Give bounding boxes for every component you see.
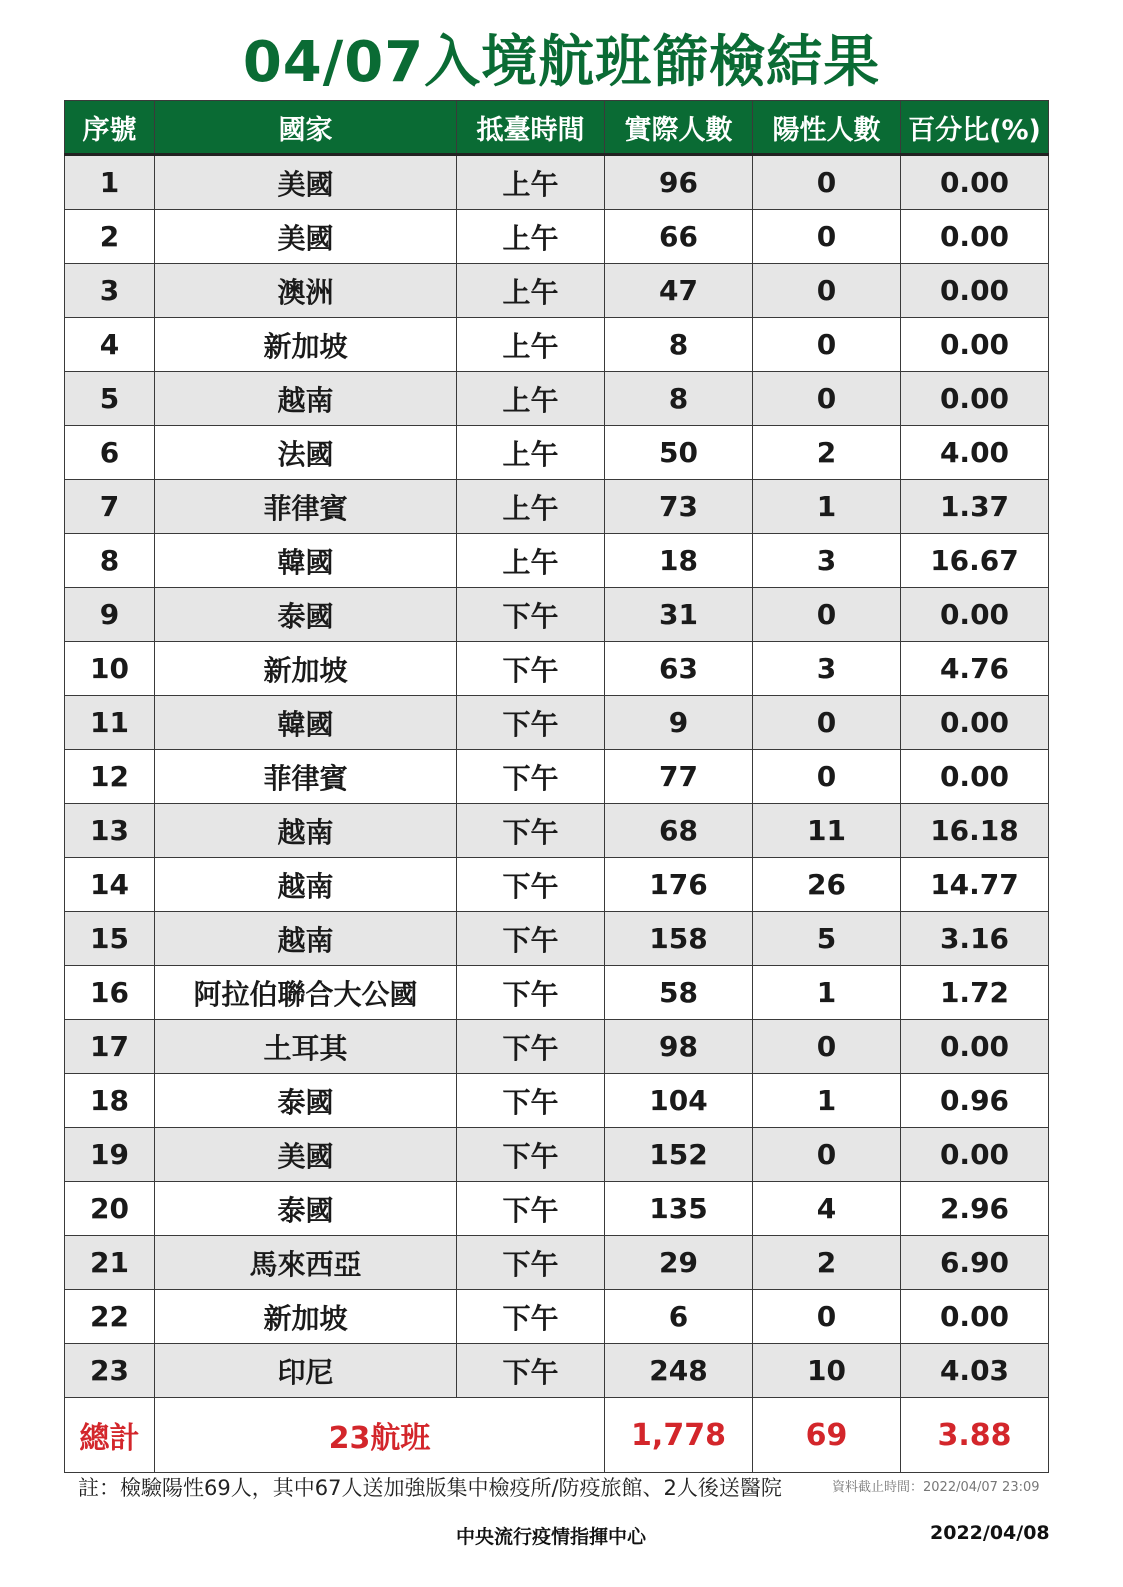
cell-actual-count: 6 (605, 1290, 753, 1344)
total-positive: 69 (753, 1398, 901, 1473)
cell-percent: 0.00 (901, 155, 1049, 210)
cell-actual-count: 248 (605, 1344, 753, 1398)
cell-positive-count: 2 (753, 426, 901, 480)
cell-country: 美國 (155, 210, 457, 264)
cell-country: 越南 (155, 912, 457, 966)
cell-arrival-time: 下午 (457, 1020, 605, 1074)
table-row (65, 480, 1049, 534)
cell-arrival-time: 上午 (457, 480, 605, 534)
cell-serial: 8 (65, 534, 155, 588)
cell-arrival-time: 下午 (457, 1128, 605, 1182)
table-row (65, 1290, 1049, 1344)
cell-positive-count: 0 (753, 1020, 901, 1074)
cell-percent: 4.03 (901, 1344, 1049, 1398)
cell-arrival-time: 上午 (457, 534, 605, 588)
cell-serial: 11 (65, 696, 155, 750)
cell-actual-count: 135 (605, 1182, 753, 1236)
cell-country: 澳洲 (155, 264, 457, 318)
cell-country: 馬來西亞 (155, 1236, 457, 1290)
cell-serial: 18 (65, 1074, 155, 1128)
header-actual-count: 實際人數 (605, 101, 753, 155)
header-serial: 序號 (65, 101, 155, 155)
cell-country: 新加坡 (155, 642, 457, 696)
cell-percent: 16.18 (901, 804, 1049, 858)
cell-actual-count: 47 (605, 264, 753, 318)
cell-percent: 2.96 (901, 1182, 1049, 1236)
cell-arrival-time: 下午 (457, 588, 605, 642)
table-row (65, 750, 1049, 804)
cell-serial: 14 (65, 858, 155, 912)
cell-country: 美國 (155, 1128, 457, 1182)
cell-arrival-time: 下午 (457, 1344, 605, 1398)
cell-country: 土耳其 (155, 1020, 457, 1074)
cell-positive-count: 0 (753, 318, 901, 372)
cell-actual-count: 58 (605, 966, 753, 1020)
cell-country: 新加坡 (155, 1290, 457, 1344)
cell-serial: 10 (65, 642, 155, 696)
cell-serial: 15 (65, 912, 155, 966)
cell-positive-count: 0 (753, 1290, 901, 1344)
cell-percent: 0.00 (901, 318, 1049, 372)
total-flights: 23航班 (155, 1398, 605, 1473)
header-positive-count: 陽性人數 (753, 101, 901, 155)
table-row (65, 155, 1049, 210)
cell-actual-count: 96 (605, 155, 753, 210)
cell-percent: 0.00 (901, 1128, 1049, 1182)
cell-percent: 6.90 (901, 1236, 1049, 1290)
cell-country: 泰國 (155, 1074, 457, 1128)
table-row (65, 588, 1049, 642)
footnote: 註：檢驗陽性69人，其中67人送加強版集中檢疫所/防疫旅館、2人後送醫院 (78, 1476, 782, 1500)
table-row (65, 966, 1049, 1020)
cell-actual-count: 73 (605, 480, 753, 534)
cell-country: 韓國 (155, 534, 457, 588)
cell-positive-count: 0 (753, 1128, 901, 1182)
cell-actual-count: 68 (605, 804, 753, 858)
cell-arrival-time: 上午 (457, 318, 605, 372)
table-row (65, 696, 1049, 750)
cell-country: 印尼 (155, 1344, 457, 1398)
table-row (65, 1344, 1049, 1398)
cell-arrival-time: 上午 (457, 426, 605, 480)
table-row (65, 912, 1049, 966)
cell-percent: 0.00 (901, 1020, 1049, 1074)
cell-arrival-time: 下午 (457, 1290, 605, 1344)
cell-actual-count: 18 (605, 534, 753, 588)
cell-positive-count: 0 (753, 750, 901, 804)
cell-arrival-time: 下午 (457, 912, 605, 966)
cell-serial: 16 (65, 966, 155, 1020)
cell-percent: 0.00 (901, 588, 1049, 642)
cell-actual-count: 8 (605, 318, 753, 372)
cell-actual-count: 77 (605, 750, 753, 804)
cell-serial: 22 (65, 1290, 155, 1344)
cell-actual-count: 29 (605, 1236, 753, 1290)
cell-serial: 7 (65, 480, 155, 534)
cell-percent: 4.76 (901, 642, 1049, 696)
page-title: 04/07入境航班篩檢結果 (242, 30, 881, 95)
cell-actual-count: 104 (605, 1074, 753, 1128)
cell-serial: 4 (65, 318, 155, 372)
cell-arrival-time: 下午 (457, 966, 605, 1020)
cell-country: 美國 (155, 155, 457, 210)
cell-percent: 0.00 (901, 750, 1049, 804)
cell-country: 韓國 (155, 696, 457, 750)
table-row (65, 804, 1049, 858)
cell-country: 菲律賓 (155, 480, 457, 534)
cell-positive-count: 3 (753, 534, 901, 588)
header-country: 國家 (155, 101, 457, 155)
cell-percent: 0.00 (901, 372, 1049, 426)
cell-actual-count: 31 (605, 588, 753, 642)
cell-country: 越南 (155, 804, 457, 858)
cell-country: 越南 (155, 372, 457, 426)
cell-positive-count: 1 (753, 480, 901, 534)
cell-positive-count: 1 (753, 966, 901, 1020)
cell-country: 阿拉伯聯合大公國 (155, 966, 457, 1020)
header-percent: 百分比(%) (901, 101, 1049, 155)
cell-serial: 13 (65, 804, 155, 858)
cell-serial: 2 (65, 210, 155, 264)
total-people: 1,778 (605, 1398, 753, 1473)
cell-serial: 6 (65, 426, 155, 480)
table-row (65, 1236, 1049, 1290)
table-row (65, 318, 1049, 372)
cell-percent: 1.37 (901, 480, 1049, 534)
cell-arrival-time: 下午 (457, 1074, 605, 1128)
cell-positive-count: 0 (753, 696, 901, 750)
cell-arrival-time: 下午 (457, 1236, 605, 1290)
table-row (65, 210, 1049, 264)
cell-arrival-time: 上午 (457, 264, 605, 318)
cell-actual-count: 63 (605, 642, 753, 696)
table-row (65, 1020, 1049, 1074)
table-row (65, 534, 1049, 588)
cell-positive-count: 0 (753, 264, 901, 318)
cell-percent: 3.16 (901, 912, 1049, 966)
table-row (65, 1128, 1049, 1182)
cell-serial: 9 (65, 588, 155, 642)
cell-positive-count: 0 (753, 588, 901, 642)
cell-country: 菲律賓 (155, 750, 457, 804)
cell-positive-count: 5 (753, 912, 901, 966)
cell-arrival-time: 下午 (457, 858, 605, 912)
cell-serial: 17 (65, 1020, 155, 1074)
cell-percent: 0.96 (901, 1074, 1049, 1128)
total-label: 總計 (65, 1398, 155, 1473)
cell-country: 泰國 (155, 1182, 457, 1236)
cell-percent: 0.00 (901, 264, 1049, 318)
cell-percent: 14.77 (901, 858, 1049, 912)
table-row (65, 1074, 1049, 1128)
cell-percent: 0.00 (901, 1290, 1049, 1344)
cell-serial: 21 (65, 1236, 155, 1290)
cell-serial: 1 (65, 155, 155, 210)
table-header-row (65, 101, 1049, 155)
header-arrival-time: 抵臺時間 (457, 101, 605, 155)
cell-positive-count: 2 (753, 1236, 901, 1290)
table-row (65, 1182, 1049, 1236)
cell-percent: 0.00 (901, 696, 1049, 750)
cell-positive-count: 0 (753, 210, 901, 264)
cell-actual-count: 152 (605, 1128, 753, 1182)
table-row (65, 372, 1049, 426)
cell-actual-count: 176 (605, 858, 753, 912)
cell-arrival-time: 下午 (457, 750, 605, 804)
cell-serial: 3 (65, 264, 155, 318)
cell-percent: 4.00 (901, 426, 1049, 480)
cell-arrival-time: 下午 (457, 696, 605, 750)
cell-percent: 0.00 (901, 210, 1049, 264)
cell-country: 越南 (155, 858, 457, 912)
cell-serial: 20 (65, 1182, 155, 1236)
table-row (65, 264, 1049, 318)
table-row (65, 426, 1049, 480)
data-cutoff-time: 資料截止時間：2022/04/07 23:09 (832, 1480, 1040, 1495)
cell-percent: 1.72 (901, 966, 1049, 1020)
footer-organization: 中央流行疫情指揮中心 (456, 1526, 647, 1548)
total-percent: 3.88 (901, 1398, 1049, 1473)
cell-positive-count: 0 (753, 155, 901, 210)
footer-date: 2022/04/08 (930, 1522, 1050, 1544)
cell-serial: 5 (65, 372, 155, 426)
cell-positive-count: 4 (753, 1182, 901, 1236)
cell-actual-count: 9 (605, 696, 753, 750)
cell-actual-count: 8 (605, 372, 753, 426)
cell-serial: 23 (65, 1344, 155, 1398)
cell-serial: 19 (65, 1128, 155, 1182)
cell-country: 新加坡 (155, 318, 457, 372)
cell-actual-count: 50 (605, 426, 753, 480)
total-row (65, 1398, 1049, 1473)
cell-arrival-time: 上午 (457, 155, 605, 210)
cell-arrival-time: 上午 (457, 210, 605, 264)
cell-country: 泰國 (155, 588, 457, 642)
cell-arrival-time: 下午 (457, 642, 605, 696)
cell-positive-count: 1 (753, 1074, 901, 1128)
cell-positive-count: 0 (753, 372, 901, 426)
table-row (65, 858, 1049, 912)
cell-actual-count: 98 (605, 1020, 753, 1074)
cell-country: 法國 (155, 426, 457, 480)
cell-arrival-time: 下午 (457, 1182, 605, 1236)
screening-results-table (64, 100, 1049, 1473)
cell-arrival-time: 上午 (457, 372, 605, 426)
cell-actual-count: 66 (605, 210, 753, 264)
cell-positive-count: 26 (753, 858, 901, 912)
cell-positive-count: 11 (753, 804, 901, 858)
cell-positive-count: 3 (753, 642, 901, 696)
cell-serial: 12 (65, 750, 155, 804)
cell-positive-count: 10 (753, 1344, 901, 1398)
cell-actual-count: 158 (605, 912, 753, 966)
table-row (65, 642, 1049, 696)
cell-arrival-time: 下午 (457, 804, 605, 858)
cell-percent: 16.67 (901, 534, 1049, 588)
